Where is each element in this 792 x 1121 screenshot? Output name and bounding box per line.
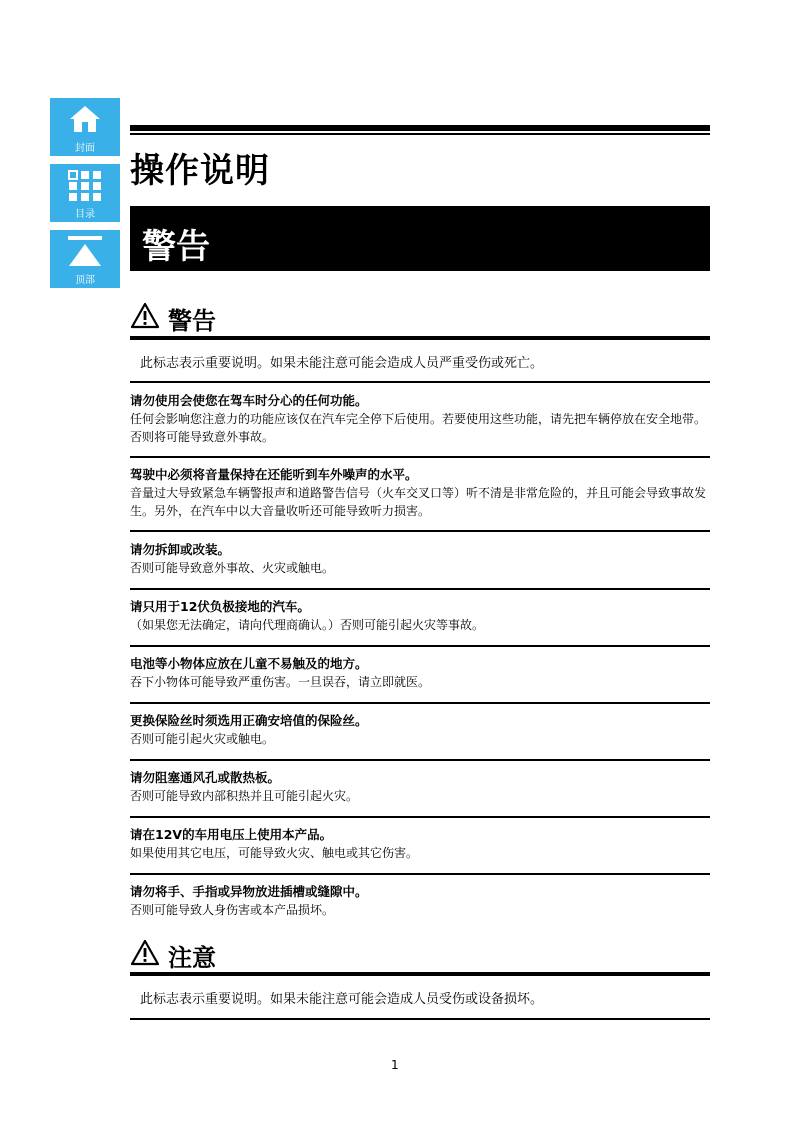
warning-item-title: 请勿拆卸或改装。 (130, 542, 231, 557)
warning-item (130, 883, 710, 919)
warning-rule (130, 336, 710, 340)
page-title: 操作说明 (130, 151, 270, 191)
warning-item (130, 541, 710, 577)
caution-intro: 此标志表示重要说明。如果未能注意可能会造成人员受伤或设备损坏。 (140, 992, 544, 1007)
divider (130, 702, 710, 704)
arrow-up-icon (68, 236, 102, 268)
warning-item-body: 音量过大导致紧急车辆警报声和道路警告信号（火车交叉口等）听不清是非常危险的，并且可能会导致事故发生。另外，在汽车中以大音量收听还可能导致听力损害。 (130, 486, 707, 518)
divider (130, 1018, 710, 1020)
caution-icon (130, 939, 160, 966)
caution-rule (130, 972, 710, 976)
grid-icon (68, 170, 102, 202)
warning-item-body: 否则可能导致意外事故、火灾或触电。 (130, 561, 335, 575)
warning-icon (130, 302, 160, 329)
section-banner (130, 206, 710, 271)
warning-item-title: 请勿使用会使您在驾车时分心的任何功能。 (130, 393, 368, 408)
warning-item-body: 吞下小物体可能导致严重伤害。一旦误吞，请立即就医。 (130, 675, 431, 689)
nav-home-button[interactable] (50, 98, 120, 156)
warning-item (130, 655, 710, 691)
warning-item (130, 712, 710, 748)
nav-top-label: 顶部 (75, 275, 95, 286)
section-banner-title: 警告 (142, 227, 210, 267)
nav-home-label: 封面 (75, 143, 95, 154)
warning-heading-text: 警告 (168, 307, 216, 335)
warning-item-title: 电池等小物体应放在儿童不易触及的地方。 (130, 656, 368, 671)
warning-item (130, 826, 710, 862)
warning-item-title: 请只用于12伏负极接地的汽车。 (130, 599, 310, 614)
warning-item-body: 否则可能引起火灾或触电。 (130, 732, 275, 746)
warning-item-title: 请在12V的车用电压上使用本产品。 (130, 827, 333, 842)
divider (130, 530, 710, 532)
header-rule-thin (130, 133, 710, 135)
nav-toc-label: 目录 (75, 209, 95, 220)
divider (130, 816, 710, 818)
warning-item-body: 否则可能导致人身伤害或本产品损坏。 (130, 903, 335, 917)
home-icon (68, 104, 102, 134)
divider (130, 645, 710, 647)
divider (130, 381, 710, 383)
warning-intro: 此标志表示重要说明。如果未能注意可能会造成人员严重受伤或死亡。 (140, 356, 544, 371)
warning-item-title: 驾驶中必须将音量保持在还能听到车外噪声的水平。 (130, 467, 418, 482)
warning-item (130, 598, 710, 634)
warning-item (130, 769, 710, 805)
divider (130, 873, 710, 875)
warning-item (130, 392, 710, 446)
warning-item-title: 请勿将手、手指或异物放进插槽或缝隙中。 (130, 884, 368, 899)
warning-item-body: 任何会影响您注意力的功能应该仅在汽车完全停下后使用。若要使用这些功能，请先把车辆停放在安全地带。否则将可能导致意外事故。 (130, 412, 707, 444)
header-rule (130, 125, 710, 131)
warning-item-title: 更换保险丝时须选用正确安培值的保险丝。 (130, 713, 368, 728)
nav-top-button[interactable] (50, 230, 120, 288)
warning-item-title: 请勿阻塞通风孔或散热板。 (130, 770, 281, 785)
warning-item-body: 否则可能导致内部积热并且可能引起火灾。 (130, 789, 359, 803)
divider (130, 759, 710, 761)
warning-item (130, 466, 710, 520)
caution-heading-text: 注意 (168, 944, 216, 972)
warning-item-body: （如果您无法确定，请向代理商确认。）否则可能引起火灾等事故。 (130, 618, 485, 632)
page-number: 1 (391, 1058, 399, 1072)
divider (130, 588, 710, 590)
nav-toc-button[interactable] (50, 164, 120, 222)
divider (130, 456, 710, 458)
warning-item-body: 如果使用其它电压，可能导致火灾、触电或其它伤害。 (130, 846, 419, 860)
